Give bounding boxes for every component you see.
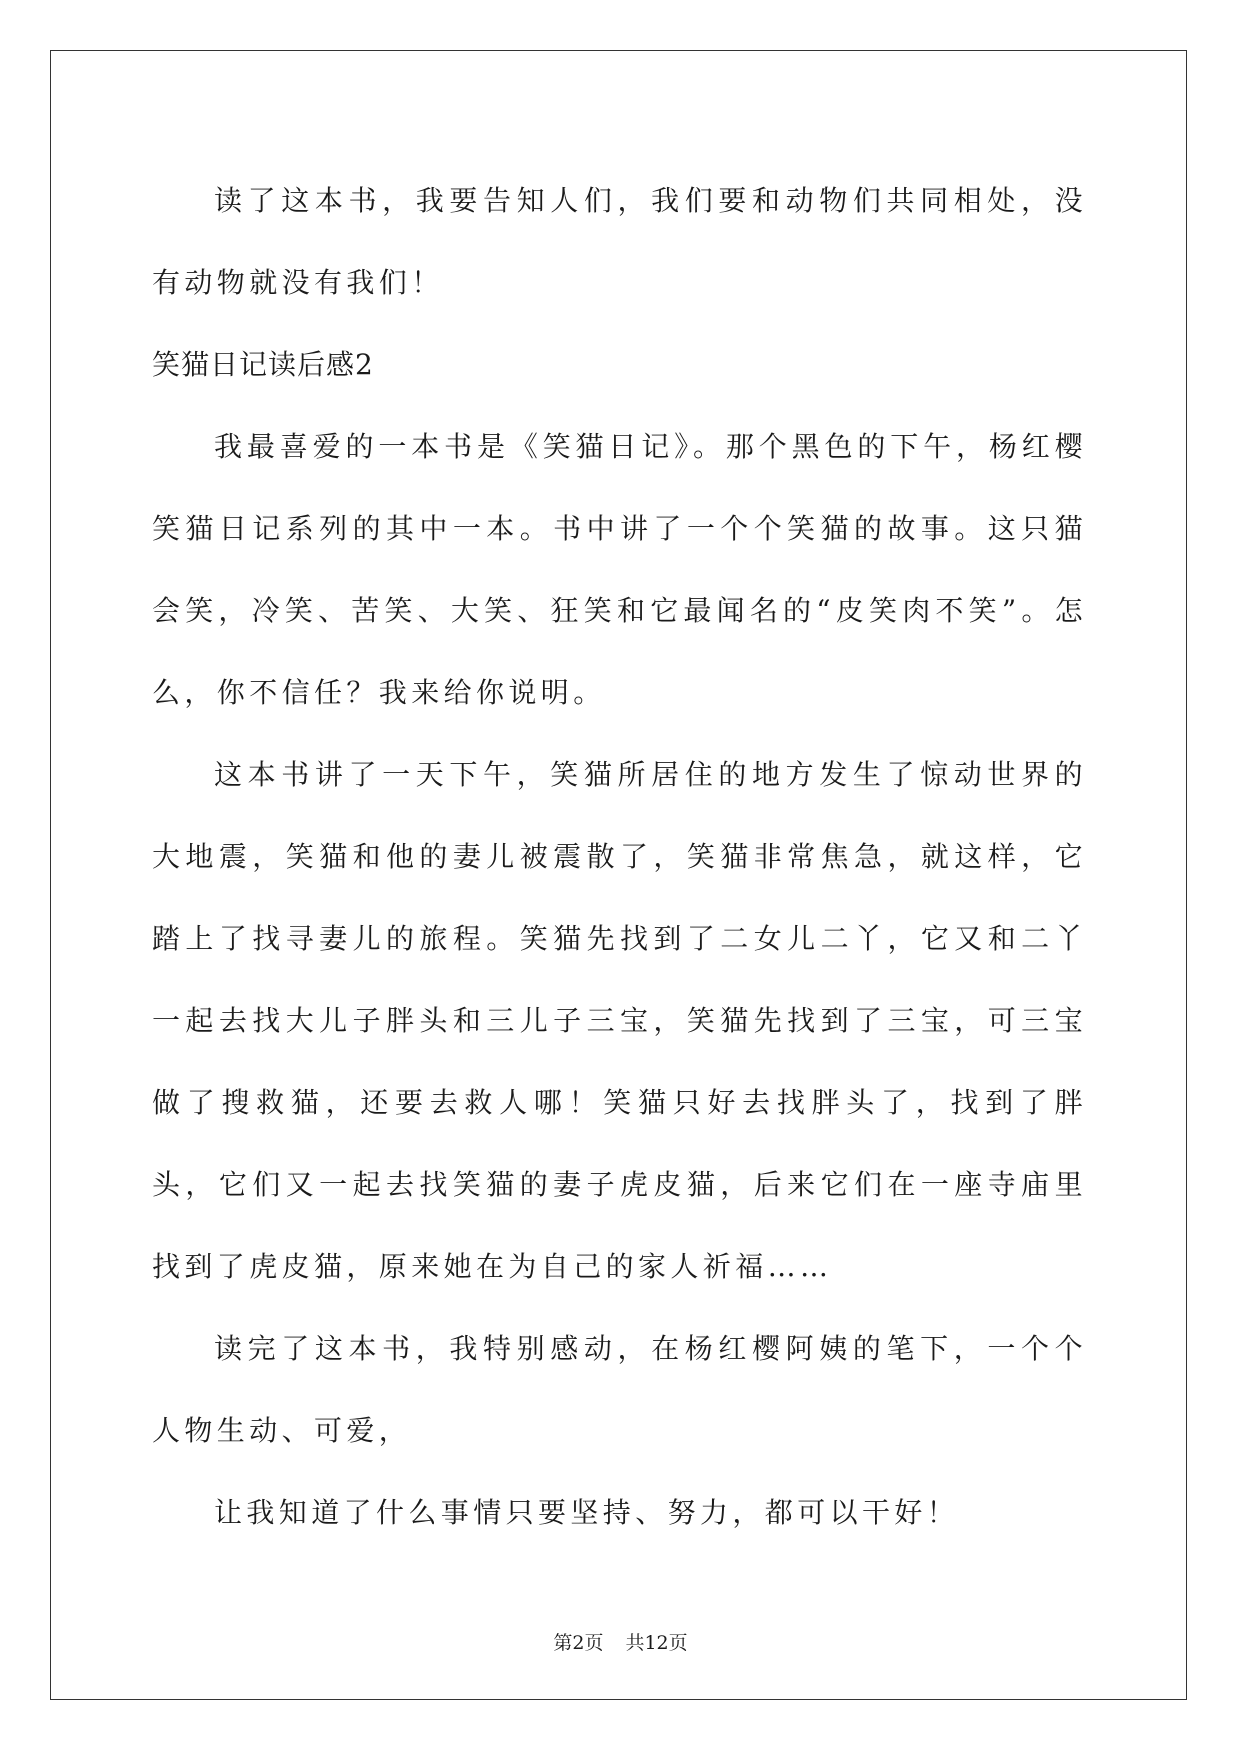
page-total: 共12页 [625,1632,688,1654]
paragraph-2: 这本书讲了一天下午，笑猫所居住的地方发生了惊动世界的大地震，笑猫和他的妻儿被震散了，笑猫非常焦急，就这样，它踏上了找寻妻儿的旅程。笑猫先找到了二女儿二丫，它又和二丫一起去找大儿子胖头和三儿子三宝，笑猫先找到了三宝，可三宝做了搜救猫，还要去救人哪！笑猫只好去找胖头了，找到了胖头，它们又一起去找笑猫的妻子虎皮猫，后来它们在一座寺庙里找到了虎皮猫，原来她在为自己的家人祈福…… [152,758,1087,1283]
paragraph-4: 让我知道了什么事情只要坚持、努力，都可以干好！ [214,1496,960,1529]
paragraph-3: 读完了这本书，我特别感动，在杨红樱阿姨的笔下，一个个人物生动、可爱， [152,1332,1087,1447]
page-footer [0,1628,1241,1655]
section-title: 笑猫日记读后感2 [152,348,374,381]
paragraph-intro: 读了这本书，我要告知人们，我们要和动物们共同相处，没有动物就没有我们！ [152,184,1087,299]
page-number: 第2页 [553,1632,604,1654]
paragraph-1: 我最喜爱的一本书是《笑猫日记》。那个黑色的下午，杨红樱笑猫日记系列的其中一本。书中讲了一个个笑猫的故事。这只猫会笑，冷笑、苦笑、大笑、狂笑和它最闻名的“皮笑肉不笑”。怎么，你不信任？我来给你说明。 [152,430,1087,709]
document-body [152,160,1087,1554]
